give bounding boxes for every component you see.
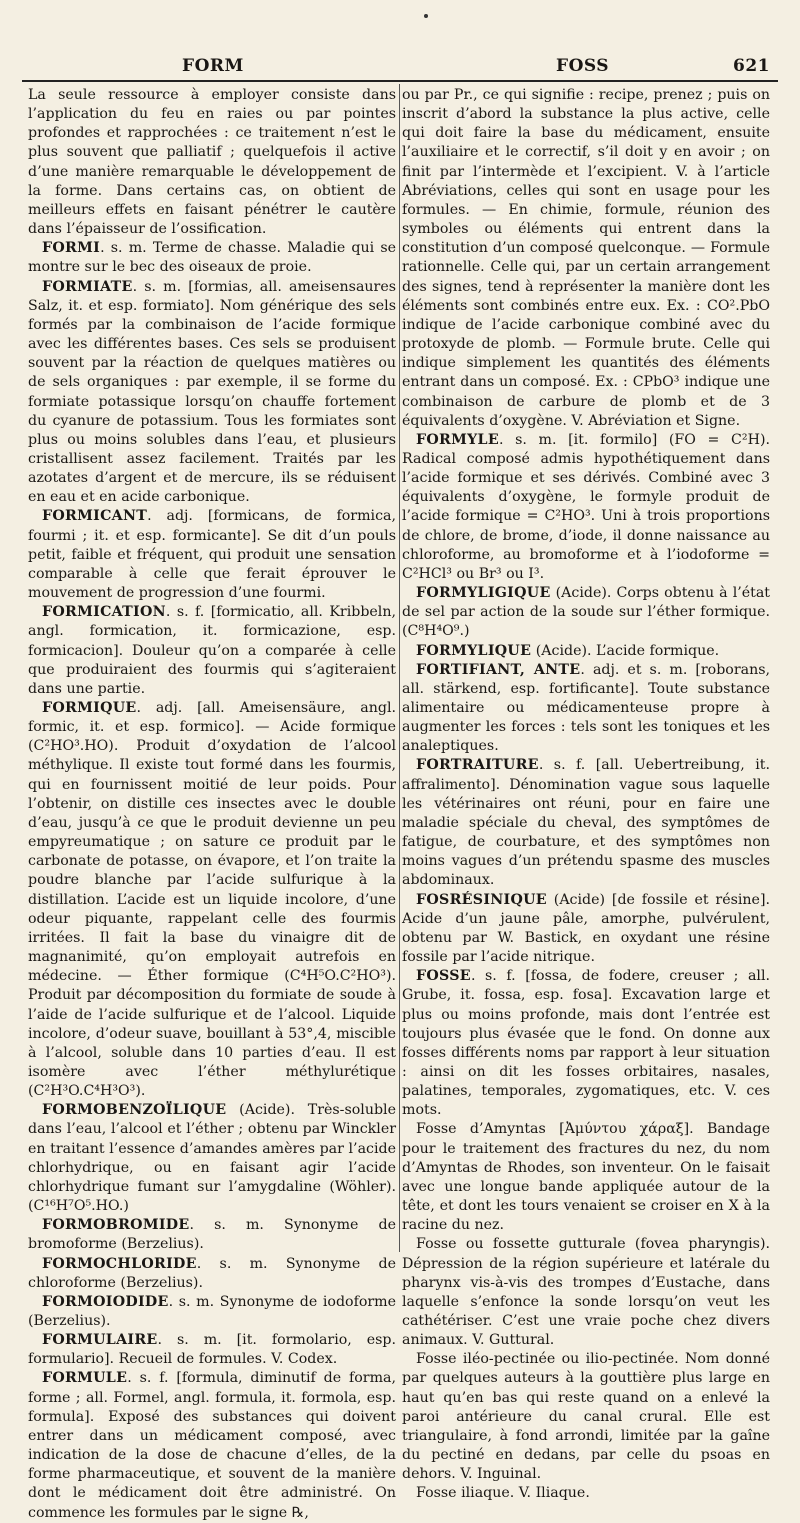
headword: FORMIATE [42,278,133,295]
headword: FOSRÉSINIQUE [416,891,547,908]
dictionary-entry [28,1369,396,1522]
running-head-right: FOSS [556,56,610,76]
entry-text: (Acide). L’acide formique. [531,642,720,659]
dictionary-entry [28,1101,396,1216]
dictionary-entry [402,642,770,661]
entry-text: . s. f. [all. Uebertreibung, it. affralimento]. Dénomination vague sous laquelle les vétérinaires ont réuni, pour en faire une maladie spéciale du cheval, des symptômes de fatigue, de courbature, et des symptômes non moins vagues d’un prétendu spasme des muscles abdominaux. [402,757,770,889]
entry-text: . s. m. [formias, all. ameisensaures Salz, it. et esp. formiato]. Nom générique des sels formés par la combinaison de l’acide formique avec les différentes bases. Ces sels se produisent souvent par la réaction de quelques matières ou de sels organiques : par exemple, il se forme du formiate potassique lorsqu’on chauffe fortement du cyanure de potassium. Tous les formiates sont plus ou moins solubles dans l’eau, et plusieurs cristallisent assez facilement. Traités par les azotates d’argent et de mercure, ils se réduisent en eau et en acide carbonique. [28,278,396,506]
headword: FOSSE [416,968,471,985]
headword: FORTIFIANT, ANTE [416,661,581,678]
dictionary-entry [28,1216,396,1254]
entry-text: . s. f. [fossa, de fodere, creuser ; all. Grube, it. fossa, esp. fosa]. Excavation large et plus ou moins profonde, mais dont l’entrée est toujours plus évasée que le fond. On donne aux fosses différents noms par rapport à leur situation : ainsi on dit les fosses orbitaires, nasales, palatines, temporales, zygomatiques, etc. V. ces mots. [402,968,770,1119]
right-column [402,86,770,1504]
headword: FORMIQUE [42,700,137,716]
headword: FORMICATION [42,604,166,621]
column-divider [399,84,400,1252]
entry-text: Fosse ou fossette gutturale (fovea pharyngis). Dépression de la région supérieure et latérale du pharynx vis-à-vis des trompes d’Eustache, dans laquelle s’enfonce la sonde lorsqu’on veut les cathétériser. C’est une vraie poche chez divers animaux. V. Guttural. [402,1236,770,1349]
headword: FORMOBROMIDE [42,1217,190,1234]
headword: FORMULE [42,1370,128,1387]
headword: FORMOCHLORIDE [42,1255,197,1272]
headword: FORMYLIQUE [416,642,532,659]
dictionary-entry [28,1331,396,1369]
entry-text: . s. f. [formicatio, all. Kribbeln, angl. formication, it. formicazione, esp. formicacion]. Douleur qu’on a comparée à celle que produiraient des fourmis qui s’agiteraient dans une partie. [28,604,396,697]
page-number: 621 [733,56,770,76]
headword: FORMYLE [416,431,499,448]
entry-text: Fosse d’Amyntas [Ἀμύντου χάραξ]. Bandage pour le traitement des fractures du nez, du nom d’Amyntas de Rhodes, son inventeur. On le faisait avec une longue bande appliquée autour de la tête, et dont les tours venaient se croiser en X à la racine du nez. [402,1121,770,1234]
headword: FORMOBENZOÏLIQUE [42,1102,227,1119]
entry-text: La seule ressource à employer consiste dans l’application du feu en raies ou par pointes profondes et rapprochées : ce traitement n’est le plus souvent que palliatif ; quelquefois il active d’une manière remarquable le développement de la forme. Dans certains cas, on obtient de meilleurs effets en faisant pénétrer le cautère dans l’épaisseur de l’ossification. [28,87,396,238]
dictionary-entry [402,1120,770,1235]
entry-text: (Acide). Corps obtenu à l’état de sel par action de la soude sur l’éther formique. (C⁸H⁴O⁹.) [402,585,770,640]
entry-text: . s. m. Synonyme de bromoforme (Berzelius). [28,1217,396,1253]
dictionary-entry [28,239,396,277]
ink-speck [424,14,428,18]
running-head-left: FORM [182,56,244,76]
dictionary-entry [402,967,770,1120]
entry-text: . s. m. [it. formilo] (FO = C²H). Radical composé admis hypothétiquement dans l’acide formique et ses dérivés. Combiné avec 3 équivalents d’oxygène, le formyle produit de l’acide formique = C²HO³. Uni à trois proportions de chlore, de brome, d’iode, il donne naissance au chloroforme, au bromoforme et à l’iodoforme = C²HCl³ ou Br³ ou I³. [402,431,770,582]
dictionary-entry [402,431,770,584]
entry-text: . s. m. [it. formolario, esp. formulario]. Recueil de formules. V. Codex. [28,1332,396,1368]
header-rule [22,80,778,82]
dictionary-entry [28,699,396,1101]
dictionary-entry [402,661,770,757]
entry-text: . adj. et s. m. [roborans, all. stärkend, esp. fortificante]. Toute substance alimentaire ou médicamenteuse propre à augmenter les forces : tels sont les toniques et les analeptiques. [402,661,771,755]
dictionary-entry [28,603,396,699]
entry-text: . s. m. Synonyme de iodoforme (Berzelius). [28,1293,396,1329]
entry-text: Fosse iliaque. V. Iliaque. [416,1485,590,1502]
dictionary-entry [402,1484,770,1503]
headword: FORMI [42,240,101,257]
left-column [28,86,396,1523]
dictionary-entry [28,1293,396,1331]
headword: FORMULAIRE [42,1332,158,1349]
dictionary-entry [28,86,396,239]
dictionary-entry [28,507,396,603]
dictionary-entry [28,1255,396,1293]
entry-text: (Acide). Très-soluble dans l’eau, l’alcool et l’éther ; obtenu par Winckler en traitant l’essence d’amandes amères par l’acide chlorhydrique, ou en faisant agir l’acide chlorhydrique fumant sur l’amygdaline (Wöhler). (C¹⁶H⁷O⁵.HO.) [28,1102,396,1215]
entry-text: . s. m. Synonyme de chloroforme (Berzelius). [28,1255,396,1291]
entry-text: (Acide) [de fossile et résine]. Acide d’un jaune pâle, amorphe, pulvérulent, obtenu par W. Bastick, en oxydant une résine fossile par l’acide nitrique. [402,891,770,966]
dictionary-entry [402,891,770,968]
dictionary-entry [402,1350,770,1484]
headword: FORTRAITURE [416,757,539,774]
entry-text: Fosse iléo-pectinée ou ilio-pectinée. Nom donné par quelques auteurs à la gouttière plus large en haut qu’en bas qui reste quand on a enlevé la paroi antérieure du canal crural. Elle est triangulaire, à fond arrondi, limitée par la gaîne du pectiné en dedans, par celle du psoas en dehors. V. Inguinal. [402,1351,770,1483]
headword: FORMOIODIDE [42,1293,169,1310]
entry-text: . adj. [formicans, de formica, fourmi ; it. et esp. formicante]. Se dit d’un pouls petit, faible et fréquent, qui produit une sensation comparable à celle que ferait éprouver le mouvement de progression d’une fourmi. [28,508,396,602]
entry-text: ou par Pr., ce qui signifie : recipe, prenez ; puis on inscrit d’abord la substance la plus active, celle qui doit faire la base du médicament, ensuite l’auxiliaire et le correctif, s’il doit y en avoir ; on finit par l’intermède et l’excipient. V. à l’article Abréviations, celles qui sont en usage pour les formules. — En chimie, formule, réunion des symboles ou éléments qui entrent dans la constitution d’un composé quelconque. — Formule rationnelle. Celle qui, par un certain arrangement des signes, tend à représenter la manière dont les éléments sont combinés entre eux. Ex. : CO².PbO indique de l’acide carbonique combiné avec du protoxyde de plomb. — Formule brute. Celle qui indique simplement les quantités des éléments entrant dans un composé. Ex. : CPbO³ indique une combinaison de carbure de plomb et de 3 équivalents d’oxygène. V. Abréviation et Signe. [402,87,770,429]
dictionary-entry [402,1235,770,1350]
dictionary-entry [402,756,770,890]
headword: FORMICANT [42,508,148,525]
dictionary-entry [402,86,770,431]
dictionary-entry [28,278,396,508]
dictionary-entry [402,584,770,641]
headword: FORMYLIGIQUE [416,585,551,602]
entry-text: . s. f. [formula, diminutif de forma, forme ; all. Formel, angl. formula, it. formola, esp. formula]. Exposé des substances qui doivent entrer dans un médicament composé, avec indication de la dose de chacune d’elles, de la forme pharmaceutique, et souvent de la manière dont le médicament doit être administré. On commence les formules par le signe ℞, [28,1370,396,1521]
entry-text: . s. m. Terme de chasse. Maladie qui se montre sur le bec des oiseaux de proie. [28,240,396,276]
entry-text: . adj. [all. Ameisensäure, angl. formic, it. et esp. formico]. — Acide formique (C²HO³.HO). Produit d’oxydation de l’alcool méthylique. Il existe tout formé dans les fourmis, qui en fournissent moitié de leur poids. Pour l’obtenir, on distille ces insectes avec le double d’eau, jusqu’à ce que le produit devienne un peu empyreumatique ; on sature ce produit par le carbonate de potasse, on évapore, et l’on traite la poudre blanche par l’acide sulfurique à la distillation. L’acide est un liquide incolore, d’une odeur piquante, rappelant celle des fourmis irritées. Il fait la base du vinaigre dit de magnanimité, qu’on employait autrefois en médecine. — Éther formique (C⁴H⁵O.C²HO³). Produit par décomposition du formiate de soude à l’aide de l’acide sulfurique et de l’alcool. Liquide incolore, d’odeur suave, bouillant à 53°,4, miscible à l’alcool, soluble dans 10 parties d’eau. Il est isomère avec l’éther méthylurétique (C²H³O.C⁴H³O³). [28,700,396,1100]
